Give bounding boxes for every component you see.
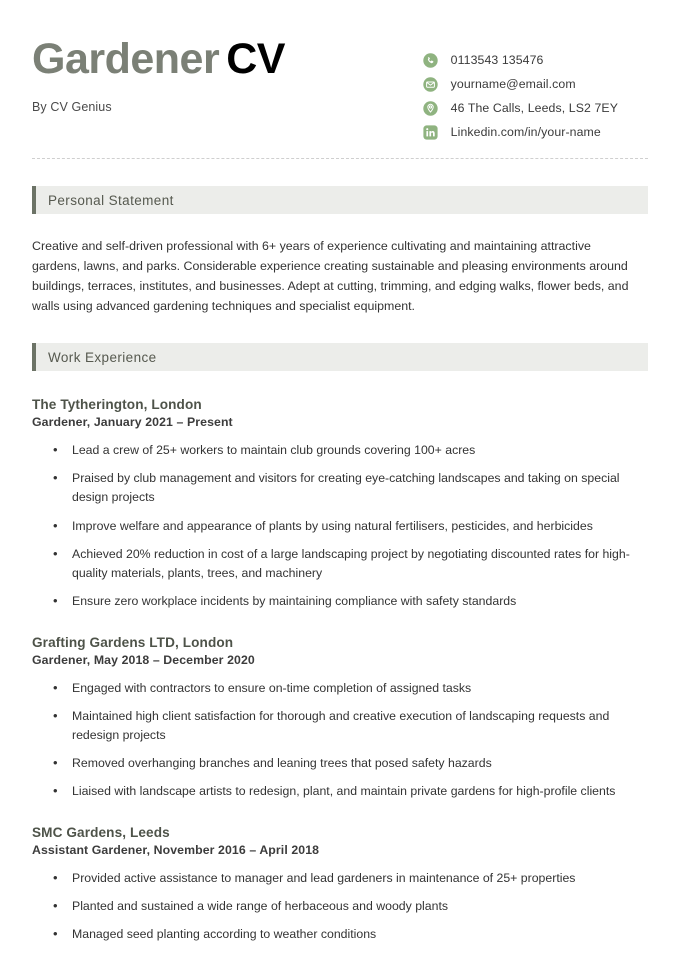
contact-item-email	[423, 72, 618, 96]
location-pin-icon	[423, 101, 438, 116]
contact-linkedin-text: Linkedin.com/in/your-name	[450, 125, 601, 139]
page-title	[32, 36, 285, 82]
list-item: • Maintained high client satisfaction for thorough and creative execution of landscaping requests and redesign projects	[72, 707, 650, 745]
phone-icon	[423, 53, 438, 68]
job-entry	[32, 397, 648, 610]
job-company: Grafting Gardens LTD, London	[32, 634, 234, 650]
list-item: • Liaised with landscape artists to redesign, plant, and maintain private gardens for high-profile clients	[72, 782, 650, 801]
linkedin-icon	[423, 125, 438, 140]
cv-header	[32, 0, 648, 144]
contact-email-text: yourname@email.com	[450, 77, 576, 91]
name-block	[32, 34, 285, 114]
list-item: • Improve welfare and appearance of plants by using natural fertilisers, pesticides, and herbicides	[72, 517, 650, 536]
contact-list	[423, 34, 618, 144]
section-title-personal-statement: Personal Statement	[48, 192, 174, 208]
contact-phone-text: 0113543 135476	[450, 53, 544, 67]
contact-address-text: 46 The Calls, Leeds, LS2 7EY	[450, 101, 618, 115]
list-item: • Achieved 20% reduction in cost of a large landscaping project by negotiating discounted rates for high-quality materials, plants, trees, and machinery	[72, 545, 650, 583]
contact-item-address	[423, 96, 618, 120]
job-company: SMC Gardens, Leeds	[32, 824, 170, 840]
title-role-word: Gardener	[32, 35, 220, 83]
job-entry	[32, 635, 648, 801]
contact-item-linkedin[interactable]	[423, 120, 618, 144]
job-role: Assistant Gardener, November 2016 – April 2018	[32, 842, 320, 857]
section-header-personal-statement	[32, 186, 648, 214]
list-item: • Planted and sustained a wide range of herbaceous and woody plants	[72, 897, 650, 916]
job-company: The Tytherington, London	[32, 397, 202, 413]
personal-statement-body: Creative and self-driven professional with 6+ years of experience cultivating and maintaining attractive gardens, lawns, and parks. Considerable experience creating sustainable and pleasing environments around buildings, terraces, institutes, and businesses. Adept at cutting, trimming, and edging walks, flower beds, and walls using advanced gardening techniques and specialist equipment.	[32, 239, 629, 314]
contact-item-phone	[423, 48, 618, 72]
job-entry	[32, 825, 648, 944]
byline: By CV Genius	[32, 100, 112, 115]
list-item: • Engaged with contractors to ensure on-time completion of assigned tasks	[72, 679, 650, 698]
list-item: • Provided active assistance to manager and lead gardeners in maintenance of 25+ properties	[72, 869, 650, 888]
list-item: • Managed seed planting according to weather conditions	[72, 925, 650, 944]
section-header-work-experience	[32, 343, 648, 371]
email-icon	[423, 77, 438, 92]
list-item: • Removed overhanging branches and leaning trees that posed safety hazards	[72, 754, 650, 773]
job-bullet-list	[32, 869, 648, 944]
job-bullet-list	[32, 441, 648, 610]
title-cv-word: CV	[226, 35, 285, 83]
section-title-work-experience: Work Experience	[48, 349, 157, 365]
job-role: Gardener, May 2018 – December 2020	[32, 652, 255, 667]
job-role: Gardener, January 2021 – Present	[32, 415, 233, 430]
list-item: • Lead a crew of 25+ workers to maintain club grounds covering 100+ acres	[72, 441, 650, 460]
job-bullet-list	[32, 679, 648, 801]
header-divider	[32, 158, 648, 159]
list-item: • Praised by club management and visitors for creating eye-catching landscapes and taking on special design projects	[72, 469, 650, 507]
list-item: • Ensure zero workplace incidents by maintaining compliance with safety standards	[72, 592, 650, 611]
